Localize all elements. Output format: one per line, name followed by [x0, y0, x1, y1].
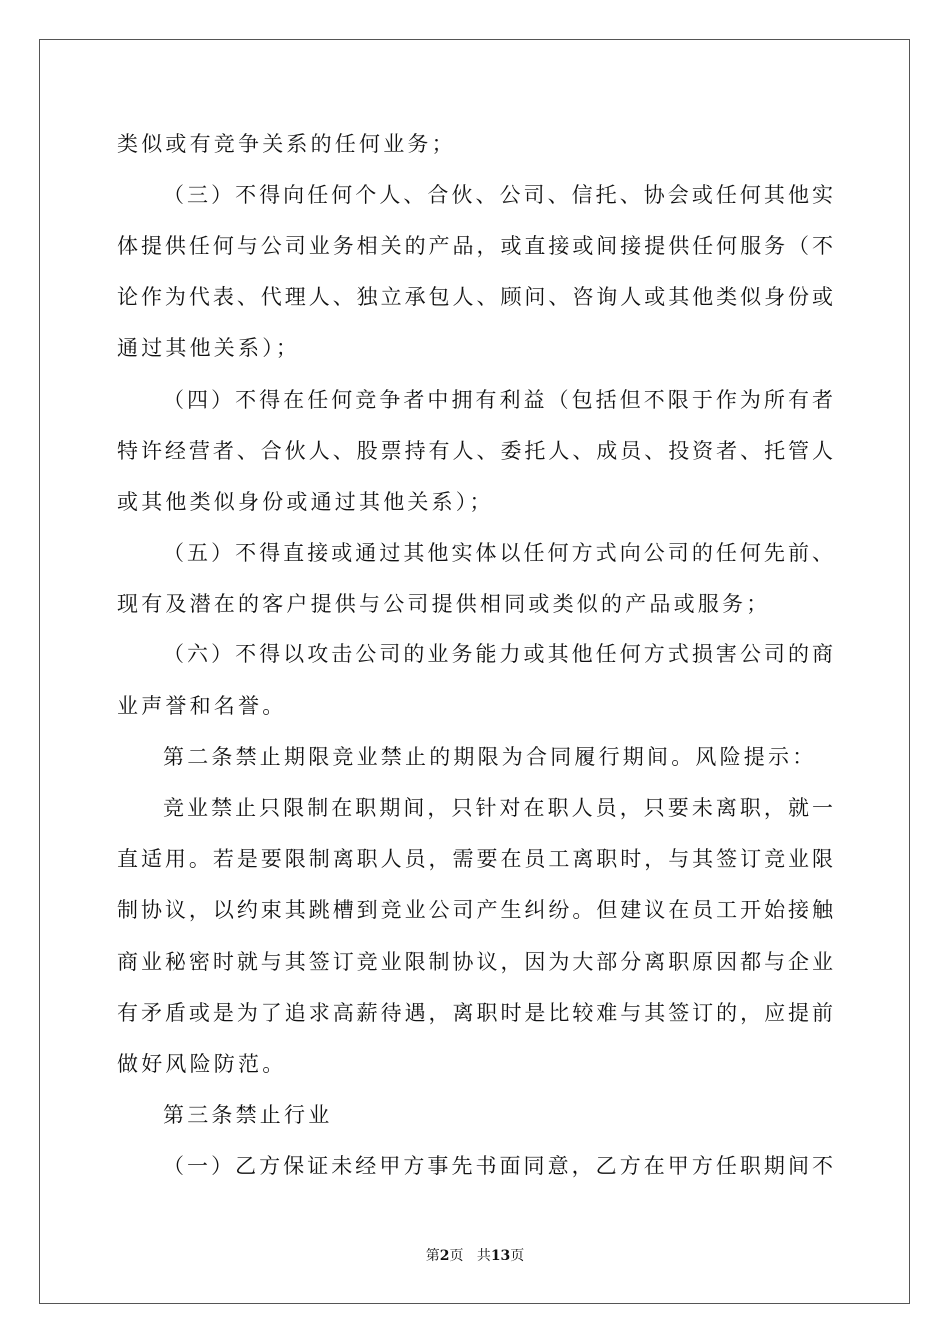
text-line: 竞业禁止只限制在职期间，只针对在职人员，只要未离职，就一 — [163, 796, 833, 820]
text-line: 第二条禁止期限竞业禁止的期限为合同履行期间。风险提示： — [163, 745, 817, 769]
page-suffix: 页 — [449, 1248, 464, 1264]
text-line: 或其他类似身份或通过其他关系）； — [117, 490, 494, 514]
text-line: 类似或有竞争关系的任何业务； — [117, 132, 456, 156]
text-line: 制协议，以约束其跳槽到竞业公司产生纠纷。但建议在员工开始接触 — [117, 898, 833, 922]
text-line: （四）不得在任何竞争者中拥有利益（包括但不限于作为所有者 — [163, 388, 833, 412]
text-line: （一）乙方保证未经甲方事先书面同意，乙方在甲方任职期间不 — [163, 1154, 833, 1178]
text-line: （六）不得以攻击公司的业务能力或其他任何方式损害公司的商 — [163, 642, 833, 666]
text-line: 做好风险防范。 — [117, 1052, 287, 1076]
total-prefix: 共 — [476, 1248, 491, 1264]
text-line: 有矛盾或是为了追求高薪待遇，离职时是比较难与其签订的，应提前 — [117, 1001, 833, 1025]
text-line: 论作为代表、代理人、独立承包人、顾问、咨询人或其他类似身份或 — [117, 285, 833, 309]
page-number: 2 — [439, 1248, 450, 1264]
total-suffix: 页 — [510, 1248, 525, 1264]
text-line: 直适用。若是要限制离职人员，需要在员工离职时，与其签订竞业限 — [117, 847, 833, 871]
page-footer — [0, 1245, 950, 1265]
text-line: 商业秘密时就与其签订竞业限制协议，因为大部分离职原因都与企业 — [117, 950, 833, 974]
text-line: 通过其他关系）； — [117, 336, 301, 360]
text-line: 体提供任何与公司业务相关的产品，或直接或间接提供任何服务（不 — [117, 234, 833, 258]
text-line: （三）不得向任何个人、合伙、公司、信托、协会或任何其他实 — [163, 183, 833, 207]
page-prefix: 第 — [425, 1248, 440, 1264]
text-line: 业声誉和名誉。 — [117, 694, 287, 718]
total-pages: 13 — [490, 1248, 511, 1264]
text-line: （五）不得直接或通过其他实体以任何方式向公司的任何先前、 — [163, 541, 833, 565]
text-line: 特许经营者、合伙人、股票持有人、委托人、成员、投资者、托管人 — [117, 439, 833, 463]
text-line: 第三条禁止行业 — [163, 1103, 333, 1127]
text-line: 现有及潜在的客户提供与公司提供相同或类似的产品或服务； — [117, 592, 771, 616]
